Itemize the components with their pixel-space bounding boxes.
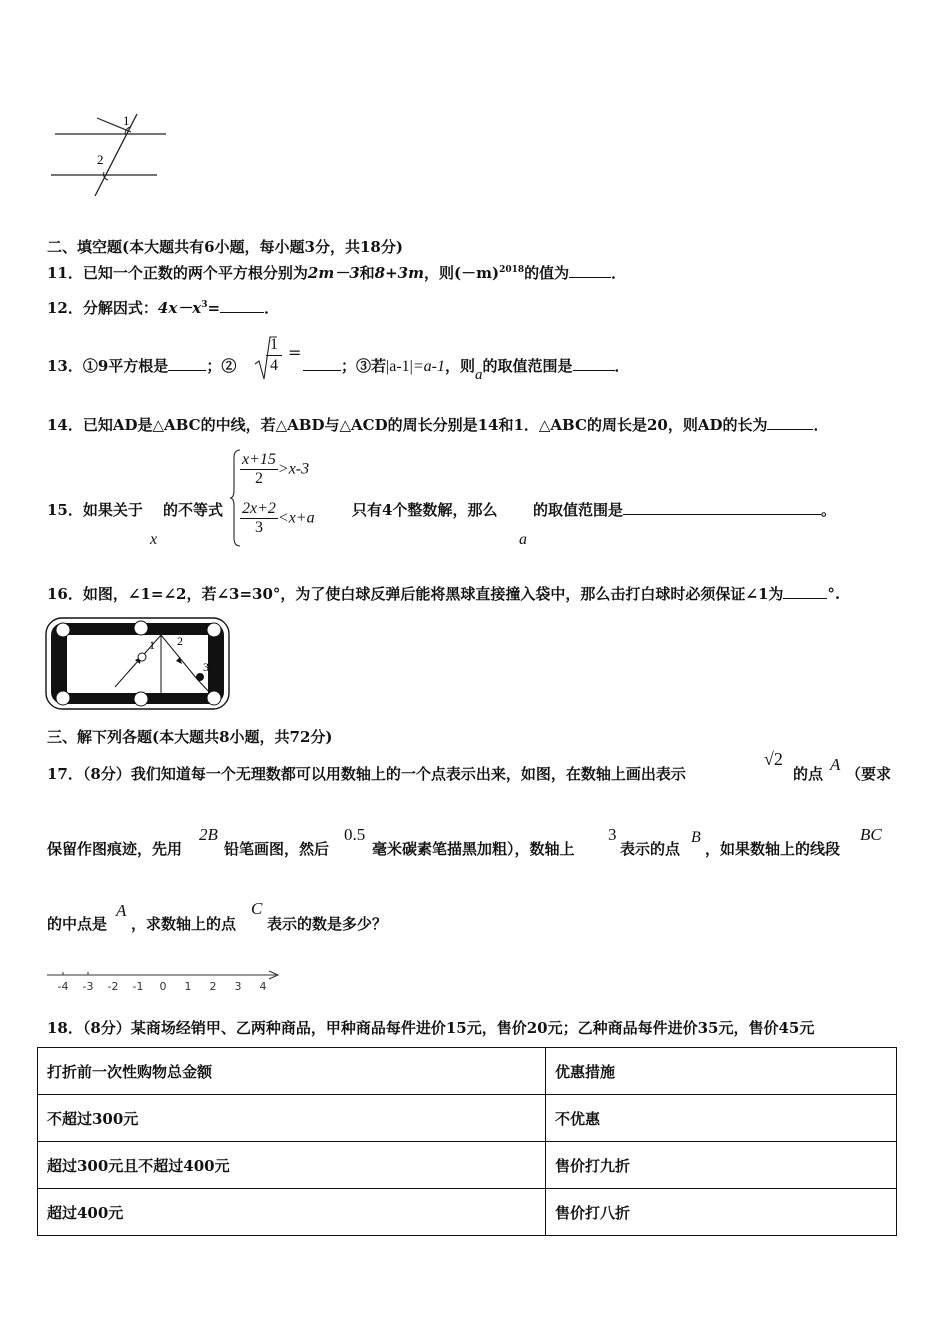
question-11: 11．已知一个正数的两个平方根分别为2m－3和8+3m，则$(-m)^{2018}$的值为 ．	[47, 264, 627, 282]
number-line-label: -3	[82, 980, 94, 993]
table-cell: 不超过300元	[38, 1095, 546, 1142]
billiard-angle-1: 1	[149, 638, 155, 652]
number-line-label: -2	[107, 980, 119, 993]
q11-answer-blank[interactable]	[569, 263, 611, 278]
pocket-top-middle	[134, 621, 148, 635]
table-cell: 超过400元	[38, 1189, 546, 1236]
question-16: 16．如图，∠1=∠2，若∠3=30°，为了使白球反弹后能将黑球直接撞入袋中，那么击打白球时必须保证∠1为 °.	[47, 585, 841, 603]
table-cell: 售价打九折	[546, 1142, 897, 1189]
table-header-discount: 优惠措施	[546, 1048, 897, 1095]
pocket-bottom-right	[207, 691, 221, 705]
q15-inequality-2: $\frac{2x+2}{3}$ <x+a	[242, 500, 315, 536]
number-line-label: -1	[132, 980, 144, 993]
number-line-label: 4	[259, 980, 267, 993]
pocket-top-left	[56, 623, 70, 637]
billiard-angle-2: 2	[177, 634, 183, 648]
billiard-angle-3: 3	[203, 660, 209, 674]
q15-inequality-1: $\frac{x+15}{2}$ >x-3	[242, 451, 310, 487]
table-row	[38, 1189, 897, 1236]
number-line-label: 2	[209, 980, 217, 993]
table-header-amount: 打折前一次性购物总金额	[38, 1048, 546, 1095]
billiard-table-figure	[45, 617, 231, 711]
question-18: 18．（8分）某商场经销甲、乙两种商品，甲种商品每件进价15元，售价20元；乙种商品每件进价35元，售价45元	[47, 1019, 815, 1037]
section3-heading: 三、解下列各题(本大题共8小题，共72分)	[47, 728, 333, 746]
table-row	[38, 1048, 897, 1095]
sqrt2-expression: √2	[764, 749, 783, 769]
number-line	[45, 966, 285, 996]
white-ball	[138, 653, 146, 661]
question-15: 15．如果关于	[47, 501, 143, 519]
parallel-lines-figure	[45, 108, 175, 203]
table-row	[38, 1095, 897, 1142]
q15-answer-blank[interactable]	[623, 500, 821, 515]
question-13-part2: ；③若|a-1|=a-1，则a的取值范围是 ．	[303, 355, 630, 376]
question-13: 13．①9平方根是 ；②	[47, 357, 237, 375]
number-line-label: 1	[184, 980, 192, 993]
pocket-top-right	[207, 623, 221, 637]
pocket-bottom-middle	[134, 692, 148, 706]
section2-heading: 二、填空题(本大题共有6小题，每小题3分，共18分)	[47, 238, 403, 256]
number-line-label: -4	[57, 980, 69, 993]
table-cell: 超过300元且不超过400元	[38, 1142, 546, 1189]
angle-label-1: 1	[123, 113, 130, 128]
question-17-line1: 17．（8分）我们知道每一个无理数都可以用数轴上的一个点表示出来，如图，在数轴上画出表示	[47, 765, 686, 783]
q13-blank-3[interactable]	[573, 356, 615, 371]
table-row	[38, 1142, 897, 1189]
table-surface	[67, 635, 208, 693]
discount-table	[37, 1047, 897, 1236]
q14-answer-blank[interactable]	[767, 415, 813, 430]
question-14: 14．已知AD是△ABC的中线，若△ABD与△ACD的周长分别是14和1．△ABC的周长是20，则AD的长为 ．	[47, 416, 829, 434]
q13-fraction: 1 4	[266, 335, 282, 376]
table-cell: 售价打八折	[546, 1189, 897, 1236]
question-12: 12．分解因式：$4x-x^3=$ ．	[47, 299, 280, 317]
table-cell: 不优惠	[546, 1095, 897, 1142]
q11-number: 11．	[47, 264, 83, 282]
number-line-label: 0	[159, 980, 167, 993]
number-line-label: 3	[234, 980, 242, 993]
q13-blank-1[interactable]	[168, 356, 206, 371]
black-ball	[196, 673, 204, 681]
q13-blank-2[interactable]	[303, 356, 341, 371]
q16-answer-blank[interactable]	[783, 584, 827, 599]
pocket-bottom-left	[56, 691, 70, 705]
q12-answer-blank[interactable]	[220, 298, 264, 313]
angle-label-2: 2	[97, 152, 104, 167]
